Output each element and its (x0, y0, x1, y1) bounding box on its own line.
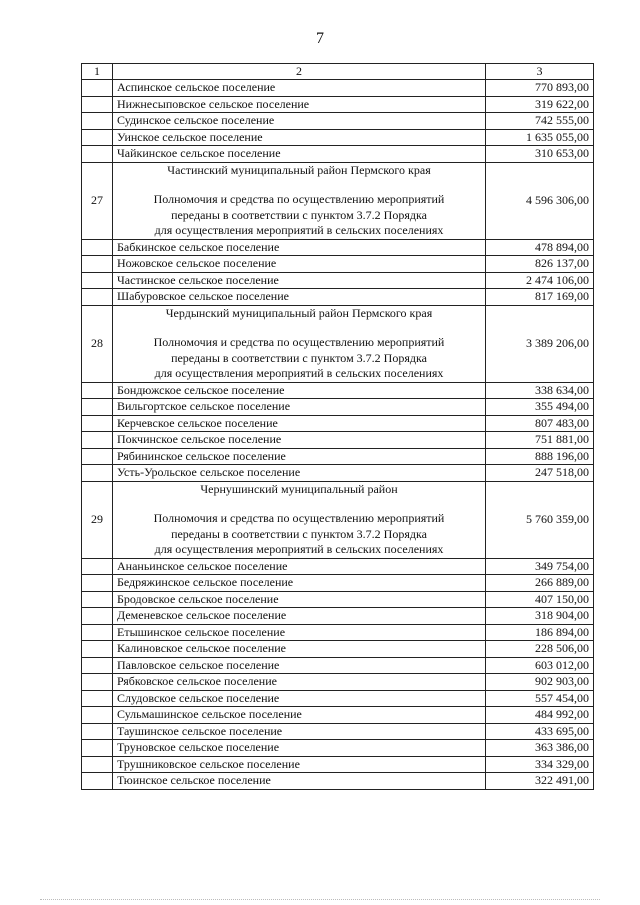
settlement-name: Труновское сельское поселение (113, 740, 486, 757)
settlement-name: Рябковское сельское поселение (113, 674, 486, 691)
table-row (82, 674, 594, 691)
settlement-name: Таушинское сельское поселение (113, 723, 486, 740)
row-number-cell (82, 382, 113, 399)
settlement-name: Нижнесыповское сельское поселение (113, 96, 486, 113)
row-number-cell (82, 432, 113, 449)
district-number: 29 (82, 481, 113, 558)
row-number-cell (82, 690, 113, 707)
settlement-name: Бродовское сельское поселение (113, 591, 486, 608)
settlement-amount: 247 518,00 (486, 465, 594, 482)
settlement-amount: 826 137,00 (486, 256, 594, 273)
district-note-line: для осуществления мероприятий в сельских поселениях (154, 223, 444, 237)
settlement-amount: 363 386,00 (486, 740, 594, 757)
district-row (82, 481, 594, 558)
settlement-name: Чайкинское сельское поселение (113, 146, 486, 163)
settlement-amount: 770 893,00 (486, 80, 594, 97)
district-name: Чердынский муниципальный район Пермского края (165, 305, 433, 320)
row-number-cell (82, 289, 113, 306)
settlement-name: Частинское сельское поселение (113, 272, 486, 289)
row-number-cell (82, 448, 113, 465)
table-row (82, 399, 594, 416)
table-row (82, 624, 594, 641)
table-row (82, 657, 594, 674)
district-name: Частинский муниципальный район Пермского края (167, 162, 431, 177)
settlement-name: Етышинское сельское поселение (113, 624, 486, 641)
district-note-line: для осуществления мероприятий в сельских поселениях (154, 542, 444, 556)
settlement-amount: 478 894,00 (486, 239, 594, 256)
row-number-cell (82, 575, 113, 592)
settlement-amount: 407 150,00 (486, 591, 594, 608)
settlement-amount: 322 491,00 (486, 773, 594, 790)
settlement-name: Судинское сельское поселение (113, 113, 486, 130)
settlement-name: Аспинское сельское поселение (113, 80, 486, 97)
district-note-line: Полномочия и средства по осуществлению мероприятий (153, 511, 445, 525)
district-note-line: переданы в соответствии с пунктом 3.7.2 Порядка (171, 526, 427, 541)
settlement-name: Уинское сельское поселение (113, 129, 486, 146)
table-row (82, 773, 594, 790)
table-row (82, 256, 594, 273)
settlement-name: Вильгортское сельское поселение (113, 399, 486, 416)
allocation-table (81, 63, 594, 790)
settlement-name: Шабуровское сельское поселение (113, 289, 486, 306)
column-header-amount: 3 (486, 64, 594, 80)
table-row (82, 740, 594, 757)
settlement-amount: 334 329,00 (486, 756, 594, 773)
settlement-amount: 338 634,00 (486, 382, 594, 399)
settlement-name: Покчинское сельское поселение (113, 432, 486, 449)
settlement-name: Калиновское сельское поселение (113, 641, 486, 658)
row-number-cell (82, 80, 113, 97)
table-row (82, 690, 594, 707)
row-number-cell (82, 641, 113, 658)
table-row (82, 591, 594, 608)
settlement-name: Слудовское сельское поселение (113, 690, 486, 707)
settlement-name: Трушниковское сельское поселение (113, 756, 486, 773)
table-row (82, 272, 594, 289)
district-row (82, 305, 594, 382)
spacer (117, 321, 481, 335)
district-total: 4 596 306,00 (486, 162, 594, 239)
scan-footer-marks (40, 899, 600, 902)
row-number-cell (82, 256, 113, 273)
column-header-number: 1 (82, 64, 113, 80)
settlement-amount: 433 695,00 (486, 723, 594, 740)
settlement-name: Павловское сельское поселение (113, 657, 486, 674)
settlement-name: Рябининское сельское поселение (113, 448, 486, 465)
table-row (82, 756, 594, 773)
settlement-amount: 349 754,00 (486, 558, 594, 575)
table-row (82, 415, 594, 432)
table-row (82, 608, 594, 625)
settlement-name: Тюинское сельское поселение (113, 773, 486, 790)
district-name: Чернушинский муниципальный район (200, 481, 398, 496)
settlement-name: Бондюжское сельское поселение (113, 382, 486, 399)
row-number-cell (82, 624, 113, 641)
table-row (82, 558, 594, 575)
table-row (82, 448, 594, 465)
settlement-name: Деменевское сельское поселение (113, 608, 486, 625)
row-number-cell (82, 723, 113, 740)
row-number-cell (82, 239, 113, 256)
settlement-amount: 751 881,00 (486, 432, 594, 449)
settlement-amount: 186 894,00 (486, 624, 594, 641)
settlement-amount: 888 196,00 (486, 448, 594, 465)
district-row (82, 162, 594, 239)
row-number-cell (82, 113, 113, 130)
table-row (82, 80, 594, 97)
row-number-cell (82, 674, 113, 691)
district-note-line: для осуществления мероприятий в сельских поселениях (154, 366, 444, 380)
row-number-cell (82, 608, 113, 625)
row-number-cell (82, 657, 113, 674)
spacer (117, 178, 481, 192)
row-number-cell (82, 399, 113, 416)
table-row (82, 239, 594, 256)
district-description (113, 162, 486, 239)
table-row (82, 432, 594, 449)
settlement-name: Усть-Урольское сельское поселение (113, 465, 486, 482)
settlement-name: Ананьинское сельское поселение (113, 558, 486, 575)
table-row (82, 575, 594, 592)
row-number-cell (82, 558, 113, 575)
settlement-amount: 228 506,00 (486, 641, 594, 658)
settlement-amount: 319 622,00 (486, 96, 594, 113)
settlement-name: Керчевское сельское поселение (113, 415, 486, 432)
row-number-cell (82, 707, 113, 724)
settlement-name: Бедряжинское сельское поселение (113, 575, 486, 592)
table-row (82, 382, 594, 399)
row-number-cell (82, 591, 113, 608)
table-row (82, 146, 594, 163)
row-number-cell (82, 465, 113, 482)
settlement-amount: 603 012,00 (486, 657, 594, 674)
district-number: 27 (82, 162, 113, 239)
table-body (82, 80, 594, 790)
settlement-amount: 1 635 055,00 (486, 129, 594, 146)
settlement-amount: 266 889,00 (486, 575, 594, 592)
settlement-amount: 310 653,00 (486, 146, 594, 163)
district-description (113, 305, 486, 382)
district-note-line: Полномочия и средства по осуществлению мероприятий (153, 335, 445, 349)
settlement-amount: 318 904,00 (486, 608, 594, 625)
settlement-name: Сульмашинское сельское поселение (113, 707, 486, 724)
table-row (82, 113, 594, 130)
settlement-amount: 557 454,00 (486, 690, 594, 707)
row-number-cell (82, 415, 113, 432)
settlement-amount: 902 903,00 (486, 674, 594, 691)
table-row (82, 96, 594, 113)
settlement-amount: 355 494,00 (486, 399, 594, 416)
settlement-amount: 742 555,00 (486, 113, 594, 130)
table-row (82, 641, 594, 658)
settlement-name: Бабкинское сельское поселение (113, 239, 486, 256)
row-number-cell (82, 740, 113, 757)
settlement-name: Ножовское сельское поселение (113, 256, 486, 273)
row-number-cell (82, 756, 113, 773)
district-note-line: переданы в соответствии с пунктом 3.7.2 Порядка (171, 350, 427, 365)
settlement-amount: 484 992,00 (486, 707, 594, 724)
district-description (113, 481, 486, 558)
row-number-cell (82, 129, 113, 146)
row-number-cell (82, 272, 113, 289)
district-number: 28 (82, 305, 113, 382)
settlement-amount: 817 169,00 (486, 289, 594, 306)
table-row (82, 723, 594, 740)
table-row (82, 707, 594, 724)
page-number: 7 (316, 30, 324, 47)
district-note-line: Полномочия и средства по осуществлению мероприятий (153, 192, 445, 206)
district-total: 5 760 359,00 (486, 481, 594, 558)
district-total: 3 389 206,00 (486, 305, 594, 382)
row-number-cell (82, 146, 113, 163)
table-row (82, 129, 594, 146)
table-row (82, 465, 594, 482)
table-header-row (82, 64, 594, 80)
row-number-cell (82, 96, 113, 113)
table-row (82, 289, 594, 306)
column-header-name: 2 (113, 64, 486, 80)
row-number-cell (82, 773, 113, 790)
settlement-amount: 807 483,00 (486, 415, 594, 432)
settlement-amount: 2 474 106,00 (486, 272, 594, 289)
district-note-line: переданы в соответствии с пунктом 3.7.2 Порядка (171, 207, 427, 222)
spacer (117, 497, 481, 511)
